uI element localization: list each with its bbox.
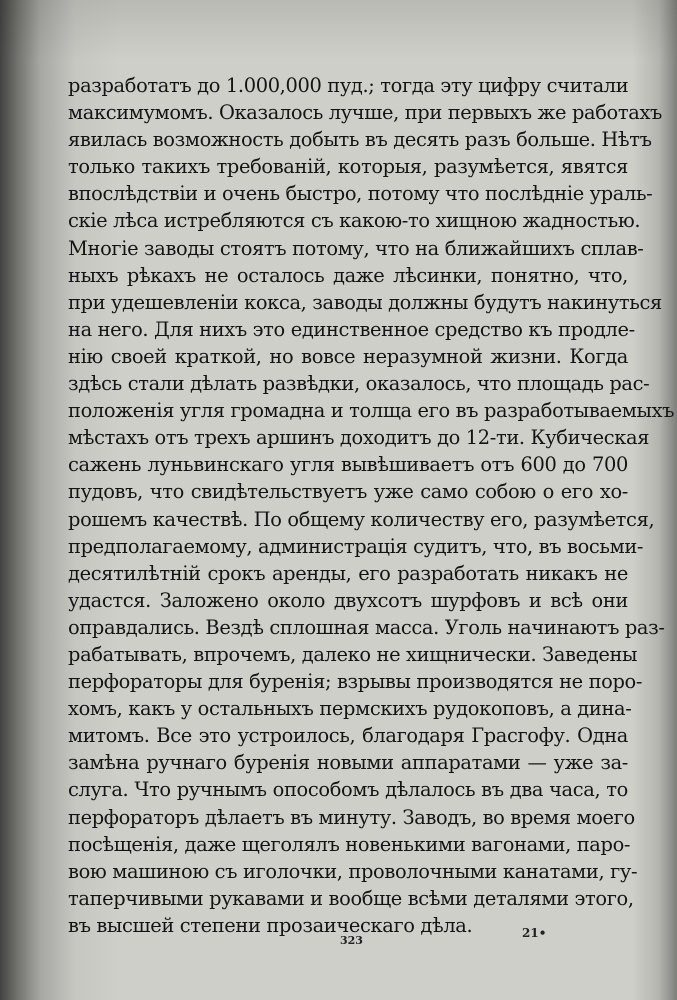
text-line-4: только такихъ требованій, которыя, разумѣется, явятся bbox=[68, 155, 628, 179]
text-line-30: вою машиною съ иголочки, проволочными канатами, гу- bbox=[68, 859, 638, 883]
text-line-29: посѣщенія, даже щеголялъ новенькими вагонами, паро- bbox=[68, 832, 631, 856]
text-line-18: предполагаемому, администрація судитъ, что, въ восьми- bbox=[68, 534, 644, 558]
text-line-5: впослѣдствіи и очень быстро, потому что послѣдніе ураль- bbox=[68, 182, 653, 206]
text-line-12: здѣсь стали дѣлать развѣдки, оказалось, что площадь рас- bbox=[68, 372, 650, 396]
text-line-31: таперчивыми рукавами и вообще всѣми деталями этого, bbox=[68, 886, 634, 910]
text-line-26: замѣна ручнаго буренія новыми аппаратами — уже за- bbox=[68, 751, 628, 775]
text-line-10: на него. Для нихъ это единственное средство къ продле- bbox=[68, 317, 635, 341]
text-line-24: хомъ, какъ у остальныхъ пермскихъ рудокоповъ, а дина- bbox=[68, 697, 632, 721]
text-line-7: Многіе заводы стоятъ потому, что на ближайшихъ сплав- bbox=[68, 236, 644, 260]
text-line-9: при удешевленіи кокса, заводы должны будутъ накинуться bbox=[68, 290, 662, 314]
body-text bbox=[68, 72, 675, 939]
text-line-20: удастся. Заложено около двухсотъ шурфовъ и всѣ они bbox=[68, 588, 628, 612]
text-line-11: нію своей краткой, но вовсе неразумной жизни. Когда bbox=[68, 344, 628, 368]
text-line-17: рошемъ качествѣ. По общему количеству его, разумѣется, bbox=[68, 507, 655, 531]
text-line-2: максимумомъ. Оказалось лучше, при первыхъ же работахъ bbox=[68, 101, 663, 125]
text-line-28: перфораторъ дѣлаетъ въ минуту. Заводъ, во время моего bbox=[68, 805, 635, 829]
text-line-23: перфораторы для буренія; взрывы производятся не поро- bbox=[68, 670, 643, 694]
text-line-14: мѣстахъ отъ трехъ аршинъ доходитъ до 12-ти. Кубическая bbox=[68, 426, 650, 450]
page-number: 323 bbox=[340, 934, 363, 947]
text-line-6: скіе лѣса истребляются съ какою-то хищною жадностью. bbox=[68, 209, 641, 233]
text-line-25: митомъ. Все это устроилось, благодаря Грасгофу. Одна bbox=[68, 724, 628, 748]
text-line-1: разработатъ до 1.000,000 пуд.; тогда эту цифру считали bbox=[68, 74, 629, 97]
text-line-21: оправдались. Вездѣ сплошная масса. Уголь начинаютъ раз- bbox=[68, 615, 665, 639]
text-line-8: ныхъ рѣкахъ не осталось даже лѣсинки, понятно, что, bbox=[68, 263, 628, 287]
text-line-27: слуга. Что ручнымъ опособомъ дѣлалось въ два часа, то bbox=[68, 778, 628, 802]
text-line-22: рабатывать, впрочемъ, далеко не хищнически. Заведены bbox=[68, 642, 638, 666]
text-line-13: положенія угля громадна и толща его въ разработываемыхъ bbox=[68, 399, 675, 423]
text-line-15: сажень луньвинскаго угля вывѣшиваетъ отъ 600 до 700 bbox=[68, 453, 628, 477]
text-line-16: пудовъ, что свидѣтельствуетъ уже само собою о его хо- bbox=[68, 480, 628, 504]
text-line-3: явилась возможность добыть въ десять разъ больше. Нѣтъ bbox=[68, 128, 652, 152]
signature-mark: 21• bbox=[522, 926, 547, 940]
text-line-19: десятилѣтній срокъ аренды, его разработать никакъ не bbox=[68, 561, 628, 585]
text-line-32: въ высшей степени прозаическаго дѣла. bbox=[68, 913, 473, 937]
